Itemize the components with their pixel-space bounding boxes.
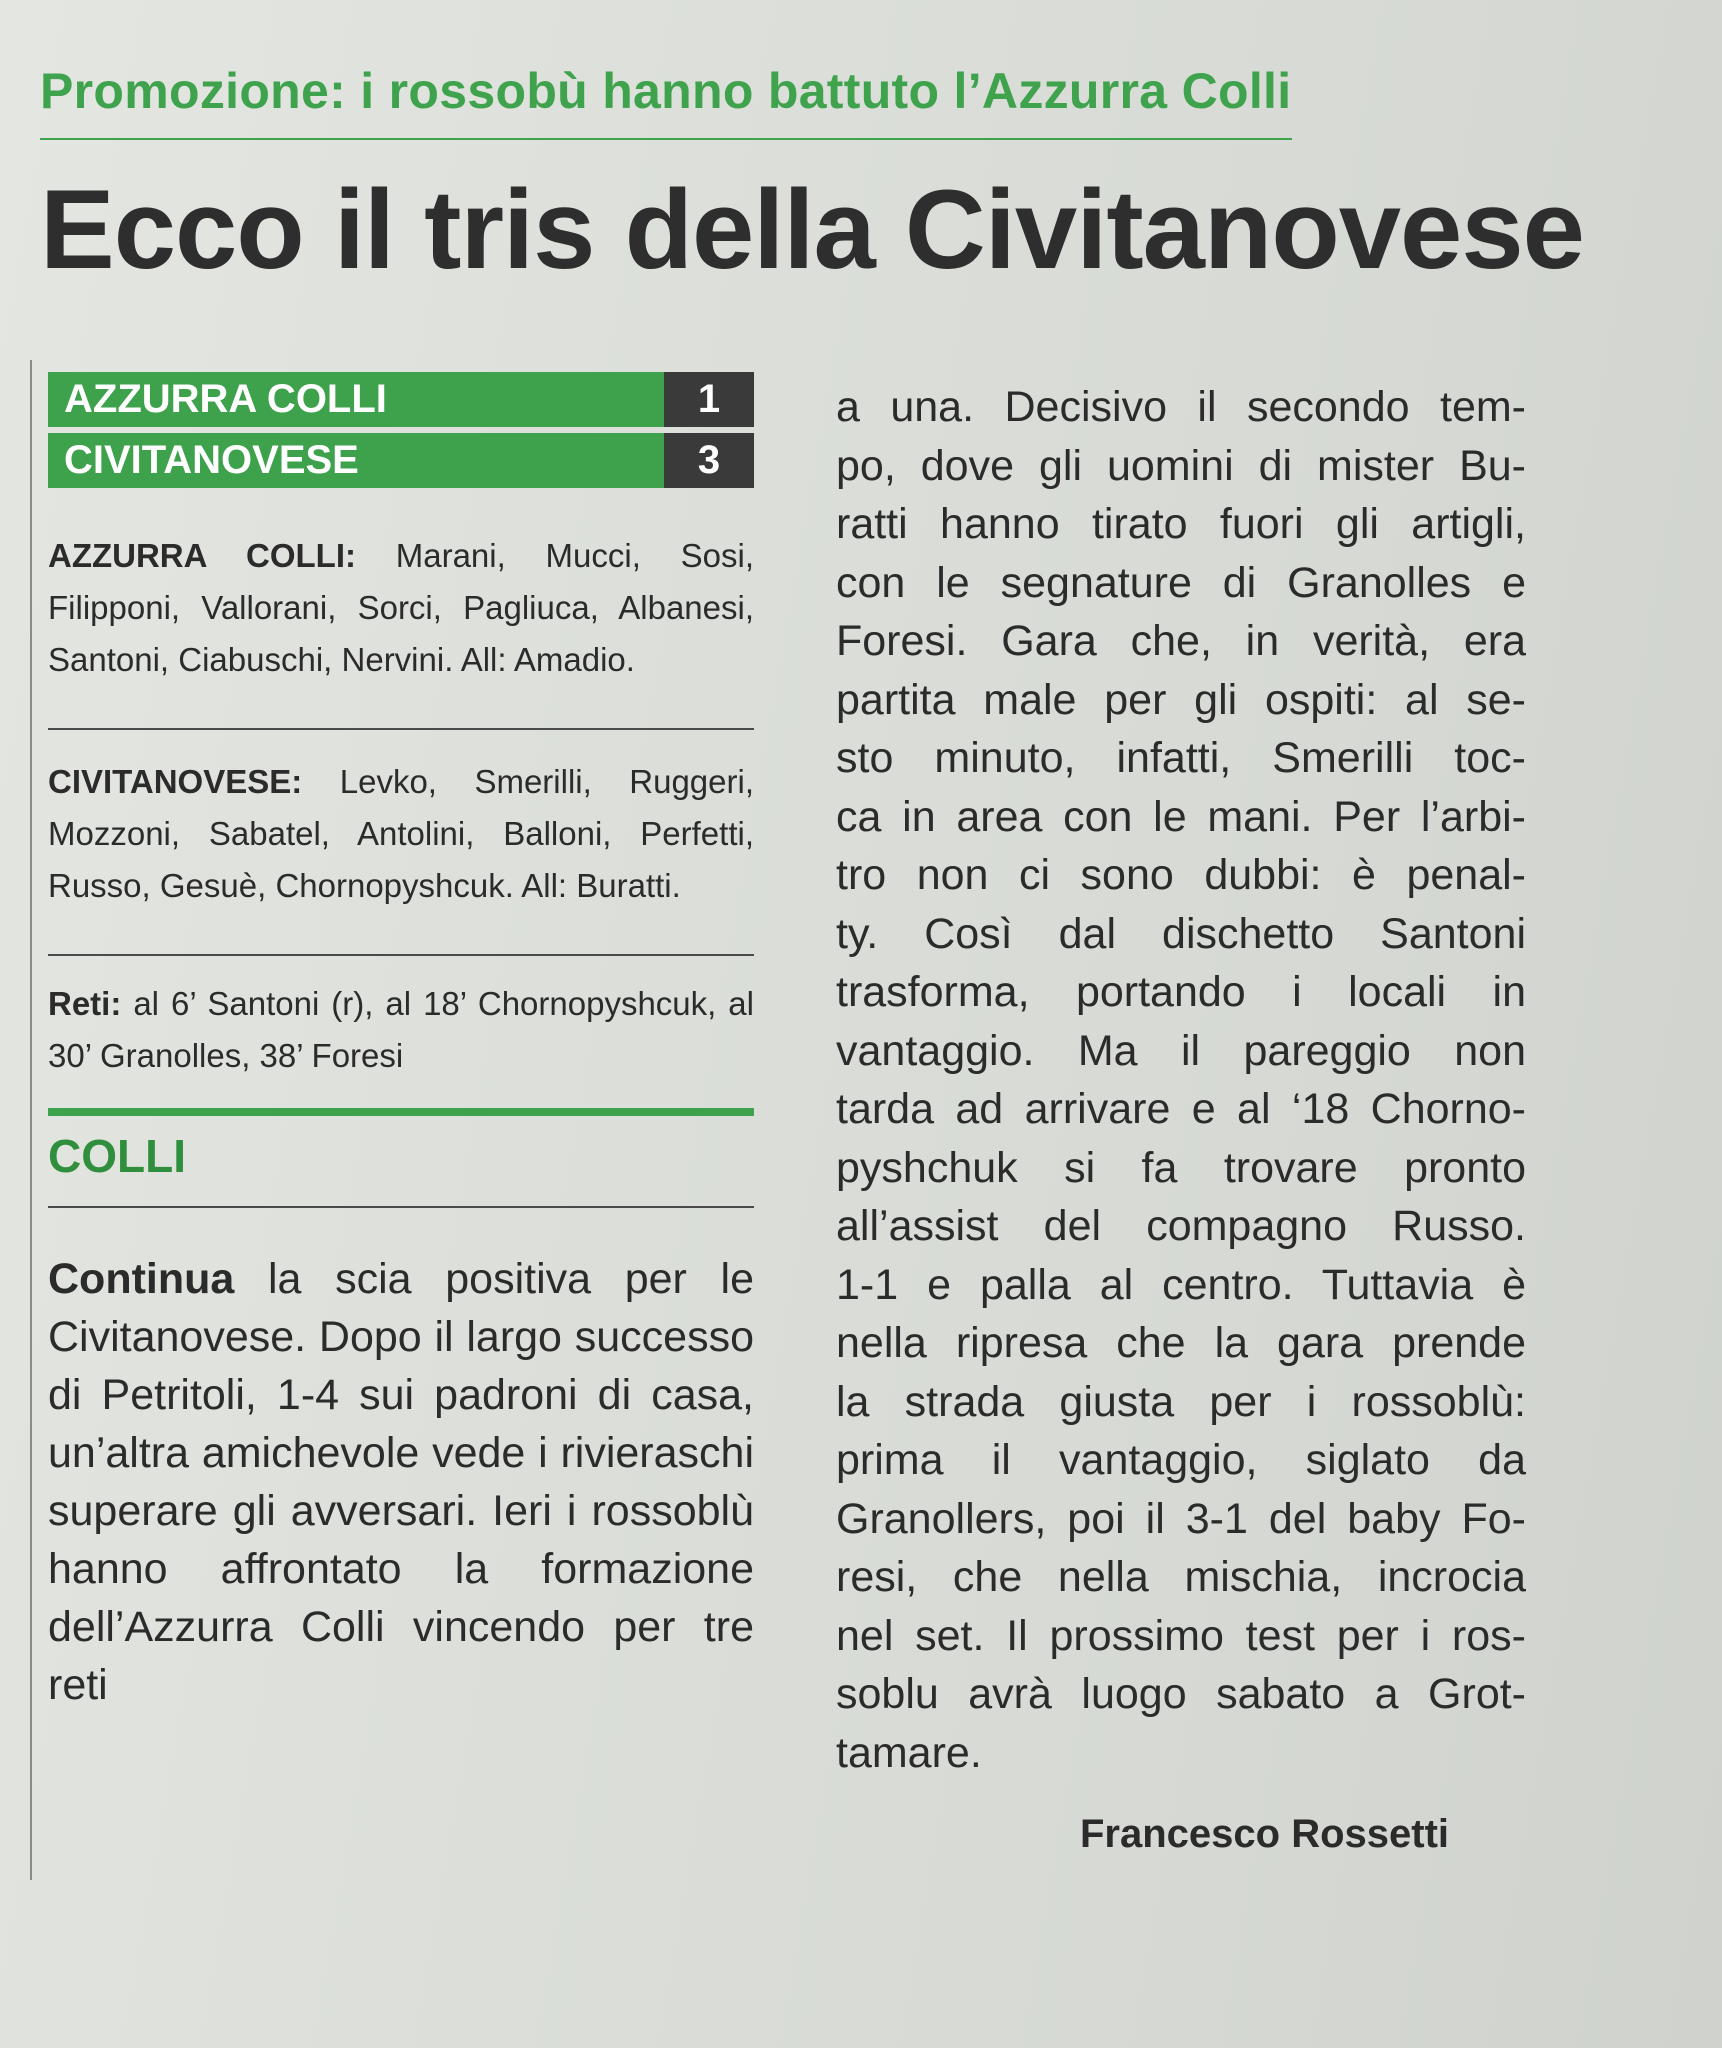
lineup-away xyxy=(48,756,754,912)
score-row-away xyxy=(48,433,754,488)
lineup-home-label: AZZURRA COLLI: xyxy=(48,537,356,574)
article-line: tamare. xyxy=(836,1728,982,1777)
article-lead-word: Continua xyxy=(48,1255,235,1303)
away-team-score: 3 xyxy=(664,433,754,488)
article-text-left: la scia positiva per le Civitanovese. Dopo il largo successo di Petritoli, 1-4 sui padroni di casa, un’altra amichevole vede i rivieraschi superare gli avversari. Ieri i rossoblù hanno affrontato la formazione dell’Azzurra Colli vincendo per tre reti xyxy=(48,1255,754,1709)
lineup-away-label: CIVITANOVESE: xyxy=(48,763,303,800)
divider xyxy=(48,1206,754,1208)
right-column xyxy=(836,378,1526,1782)
article-line: ty. Così dal dischetto Santoni xyxy=(836,909,1526,958)
kicker-underline xyxy=(40,138,1292,140)
left-column xyxy=(48,372,754,1714)
byline: Francesco Rossetti xyxy=(1080,1812,1450,1856)
kicker: Promozione: i rossobù hanno battuto l’Azzurra Colli xyxy=(40,63,1292,119)
lineup-away-text: Levko, Smerilli, Ruggeri, Mozzoni, Sabatel, Antolini, Balloni, Perfetti, Russo, Gesuè, Chornopyshcuk. All: Buratti. xyxy=(48,763,754,904)
article-line: Foresi. Gara che, in verità, era xyxy=(836,617,1526,665)
article-line: nella ripresa che la gara prende xyxy=(836,1319,1526,1367)
article-line: Granollers, poi il 3-1 del baby Fo- xyxy=(836,1494,1526,1543)
section-title: COLLI xyxy=(48,1130,186,1182)
article-line: tarda ad arrivare e al ‘18 Chorno- xyxy=(836,1085,1526,1133)
article-line: tro non ci sono dubbi: è penal- xyxy=(836,851,1526,899)
article-line: partita male per gli ospiti: al se- xyxy=(836,675,1526,724)
article-line: a una. Decisivo il secondo tem- xyxy=(836,383,1526,431)
article-line: ratti hanno tirato fuori gli artigli, xyxy=(836,500,1526,548)
divider xyxy=(48,728,754,730)
section-rule xyxy=(48,1108,754,1116)
article-line: la strada giusta per i rossoblù: xyxy=(836,1377,1526,1426)
home-team-name: AZZURRA COLLI xyxy=(48,372,664,427)
goals-label: Reti: xyxy=(48,985,122,1022)
away-team-name: CIVITANOVESE xyxy=(48,433,664,488)
article-line: soblu avrà luogo sabato a Grot- xyxy=(836,1670,1526,1718)
article-line: pyshchuk si fa trovare pronto xyxy=(836,1143,1526,1192)
goals-text: al 6’ Santoni (r), al 18’ Chornopyshcuk, al 30’ Granolles, 38’ Foresi xyxy=(48,985,754,1074)
score-row-home xyxy=(48,372,754,427)
article-line: ca in area con le mani. Per l’arbi- xyxy=(836,792,1526,841)
column-rule xyxy=(30,360,32,1880)
lineup-home xyxy=(48,530,754,686)
goals xyxy=(48,978,754,1082)
article-line: trasforma, portando i locali in xyxy=(836,968,1526,1016)
home-team-score: 1 xyxy=(664,372,754,427)
article-line: sto minuto, infatti, Smerilli toc- xyxy=(836,734,1526,782)
headline: Ecco il tris della Civitanovese xyxy=(40,167,1584,292)
article-line: all’assist del compagno Russo. xyxy=(836,1202,1526,1250)
article-body-left xyxy=(48,1250,754,1714)
article-line: nel set. Il prossimo test per i ros- xyxy=(836,1611,1526,1660)
article-line: po, dove gli uomini di mister Bu- xyxy=(836,441,1526,490)
article-line: prima il vantaggio, siglato da xyxy=(836,1436,1526,1484)
article-line: resi, che nella mischia, incrocia xyxy=(836,1553,1526,1601)
article-line: vantaggio. Ma il pareggio non xyxy=(836,1026,1526,1075)
article-line: 1-1 e palla al centro. Tuttavia è xyxy=(836,1260,1526,1309)
lineup-home-text: Marani, Mucci, Sosi, Filipponi, Vallorani, Sorci, Pagliuca, Albanesi, Santoni, Ciabuschi, Nervini. All: Amadio. xyxy=(48,537,755,678)
divider xyxy=(48,954,754,956)
article-line: con le segnature di Granolles e xyxy=(836,558,1526,607)
